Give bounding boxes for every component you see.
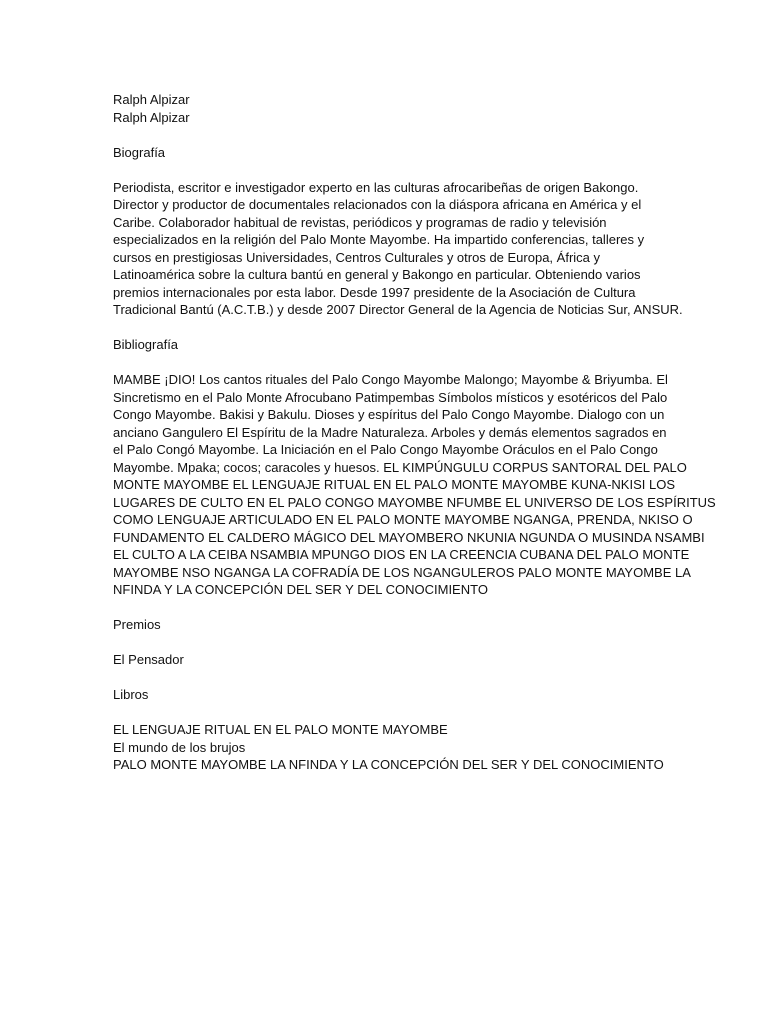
biography-line: Caribe. Colaborador habitual de revistas, periódicos y programas de radio y televisión	[113, 214, 607, 230]
spacer	[113, 634, 658, 652]
bibliography-line: NFINDA Y LA CONCEPCIÓN DEL SER Y DEL CONOCIMIENTO	[113, 582, 488, 597]
spacer	[113, 354, 658, 372]
bibliography-line: Sincretismo en el Palo Monte Afrocubano Patimpembas Símbolos místicos y esotéricos del Palo	[113, 389, 668, 405]
bibliography-line: MAYOMBE NSO NGANGA LA COFRADÍA DE LOS NGANGULEROS PALO MONTE MAYOMBE LA	[113, 564, 691, 580]
spacer	[113, 161, 658, 179]
biography-paragraph	[113, 179, 683, 319]
author-name-repeat: Ralph Alpizar	[113, 109, 190, 125]
bibliography-line: MONTE MAYOMBE EL LENGUAJE RITUAL EN EL PALO MONTE MAYOMBE KUNA-NKISI LOS	[113, 477, 675, 492]
biography-line: Tradicional Bantú (A.C.T.B.) y desde 2007 Director General de la Agencia de Noticias Sur, ANSUR.	[113, 302, 683, 317]
biography-line: Latinoamérica sobre la cultura bantú en general y Bakongo en particular. Obteniendo varios	[113, 267, 641, 282]
spacer	[113, 704, 658, 722]
bibliography-line: COMO LENGUAJE ARTICULADO EN EL PALO MONTE MAYOMBE NGANGA, PRENDA, NKISO O	[113, 512, 693, 527]
biography-line: Director y productor de documentales relacionados con la diáspora africana en América y el	[113, 197, 642, 212]
awards-heading: Premios	[113, 617, 161, 632]
biography-heading: Biografía	[113, 144, 166, 160]
spacer	[113, 126, 658, 144]
book-title: EL LENGUAJE RITUAL EN EL PALO MONTE MAYOMBE	[113, 722, 448, 737]
spacer	[113, 669, 658, 687]
books-heading: Libros	[113, 687, 149, 702]
bibliography-heading: Bibliografía	[113, 337, 179, 352]
bibliography-paragraph	[113, 371, 716, 599]
bibliography-line: LUGARES DE CULTO EN EL PALO CONGO MAYOMBE NFUMBE EL UNIVERSO DE LOS ESPÍRITUS	[113, 494, 716, 510]
spacer	[113, 599, 658, 617]
bibliography-line: MAMBE ¡DIO! Los cantos rituales del Palo Congo Mayombe Malongo; Mayombe & Briyumba. El	[113, 372, 668, 387]
bibliography-line: anciano Gangulero El Espíritu de la Madre Naturaleza. Arboles y demás elementos sagrados en	[113, 424, 667, 440]
document-body	[113, 91, 716, 774]
biography-line: Periodista, escritor e investigador experto en las culturas afrocaribeñas de origen Bakongo.	[113, 179, 639, 195]
book-title: PALO MONTE MAYOMBE LA NFINDA Y LA CONCEPCIÓN DEL SER Y DEL CONOCIMIENTO	[113, 757, 664, 772]
author-name: Ralph Alpizar	[113, 92, 190, 107]
bibliography-line: EL CULTO A LA CEIBA NSAMBIA MPUNGO DIOS EN LA CREENCIA CUBANA DEL PALO MONTE	[113, 547, 690, 562]
biography-line: premios internacionales por esta labor. Desde 1997 presidente de la Asociación de Cultura	[113, 284, 636, 300]
book-title: El mundo de los brujos	[113, 739, 246, 755]
award-item: El Pensador	[113, 652, 184, 667]
bibliography-line: FUNDAMENTO EL CALDERO MÁGICO DEL MAYOMBERO NKUNIA NGUNDA O MUSINDA NSAMBI	[113, 529, 705, 545]
biography-line: cursos en prestigiosas Universidades, Centros Culturales y otros de Europa, África y	[113, 249, 600, 265]
bibliography-line: Mayombe. Mpaka; cocos; caracoles y huesos. EL KIMPÚNGULU CORPUS SANTORAL DEL PALO	[113, 459, 687, 475]
biography-line: especializados en la religión del Palo Monte Mayombe. Ha impartido conferencias, talleres y	[113, 232, 645, 247]
bibliography-line: el Palo Congó Mayombe. La Iniciación en el Palo Congo Mayombe Oráculos en el Palo Congo	[113, 442, 658, 457]
spacer	[113, 319, 658, 337]
bibliography-line: Congo Mayombe. Bakisi y Bakulu. Dioses y espíritus del Palo Congo Mayombe. Dialogo con un	[113, 407, 665, 422]
